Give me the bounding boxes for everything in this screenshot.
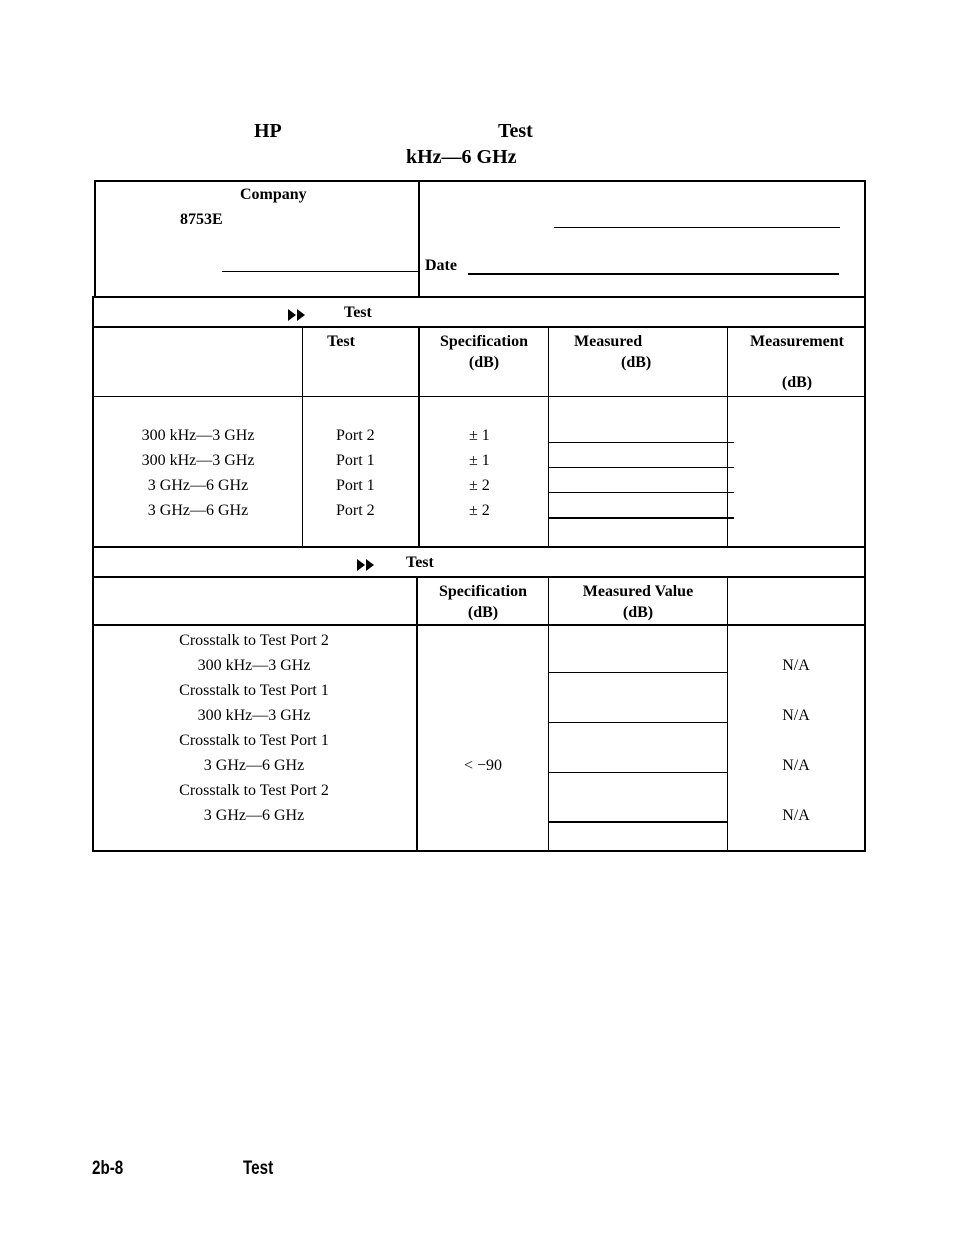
s1-row2-port: Port 1 — [336, 452, 375, 469]
section1-top-border — [94, 296, 866, 298]
serial-field-line[interactable] — [222, 271, 418, 272]
section2-header-border — [92, 576, 866, 578]
title-brand: HP — [254, 120, 282, 142]
s1-col-divider-4 — [727, 326, 728, 547]
s2-row3-na: N/A — [782, 757, 810, 774]
s1-row3-spec: ± 2 — [469, 477, 490, 494]
s2-row2-label: Crosstalk to Test Port 1 — [179, 682, 329, 699]
s2-spec-value: < −90 — [463, 757, 503, 774]
s1-row1-spec: ± 1 — [469, 427, 490, 444]
s1-row1-port: Port 2 — [336, 427, 375, 444]
s1-row4-measured-field[interactable] — [549, 517, 734, 519]
s1-row3-measured-field[interactable] — [549, 492, 734, 493]
s2-col-measured-value: Measured Value — [582, 583, 694, 600]
s1-col-divider-1 — [302, 326, 303, 547]
s1-col-specification: Specification — [440, 333, 528, 350]
section2-top-border — [92, 546, 866, 548]
section1-title: Test — [344, 304, 372, 321]
s2-col-measured-unit: (dB) — [622, 604, 654, 621]
s1-row1-range: 300 kHz—3 GHz — [141, 427, 255, 444]
section2-header-bottom — [92, 624, 866, 626]
s1-col-measured-unit: (dB) — [621, 354, 652, 371]
s2-row4-na: N/A — [782, 807, 810, 824]
s1-col-spec-unit: (dB) — [468, 354, 500, 371]
s2-col-specification: Specification — [439, 583, 527, 600]
s1-row2-range: 300 kHz—3 GHz — [141, 452, 255, 469]
s2-row1-measured-field[interactable] — [549, 672, 727, 673]
box-top-border — [94, 180, 866, 182]
s1-row4-range: 3 GHz—6 GHz — [147, 502, 249, 519]
footer-section-word: Test — [243, 1158, 274, 1179]
section2-arrow-icon — [357, 556, 375, 574]
s2-row1-label: Crosstalk to Test Port 2 — [179, 632, 329, 649]
s2-row2-measured-field[interactable] — [549, 722, 727, 723]
model-number: 8753E — [180, 211, 223, 228]
s2-col-spec-unit: (dB) — [467, 604, 499, 621]
s1-col-measured: Measured — [574, 333, 643, 350]
s2-row4-measured-field[interactable] — [549, 821, 727, 823]
subtitle: kHz—6 GHz — [406, 146, 517, 168]
section1-arrow-icon — [288, 306, 306, 324]
s2-row3-range: 3 GHz—6 GHz — [203, 757, 305, 774]
section1-header-border — [94, 326, 866, 328]
s1-row2-measured-field[interactable] — [549, 467, 734, 468]
title-word: Test — [498, 120, 533, 142]
s2-row3-label: Crosstalk to Test Port 1 — [179, 732, 329, 749]
box-bottom-border — [92, 850, 866, 852]
s1-col-test: Test — [327, 333, 355, 350]
info-divider — [418, 180, 420, 298]
s1-row4-spec: ± 2 — [469, 502, 490, 519]
s1-row4-port: Port 2 — [336, 502, 375, 519]
section2-title: Test — [406, 554, 434, 571]
tested-by-field-line[interactable] — [554, 227, 840, 228]
s1-row1-measured-field[interactable] — [549, 442, 734, 443]
section1-header-bottom — [94, 396, 866, 397]
s1-row3-port: Port 1 — [336, 477, 375, 494]
s1-row3-range: 3 GHz—6 GHz — [147, 477, 249, 494]
footer-page-number: 2b-8 — [92, 1158, 124, 1179]
s2-row1-range: 300 kHz—3 GHz — [197, 657, 311, 674]
s2-row1-na: N/A — [782, 657, 810, 674]
date-label: Date — [425, 257, 457, 274]
box-left-border-top — [94, 180, 96, 298]
s2-row2-na: N/A — [782, 707, 810, 724]
company-label: Company — [240, 186, 307, 203]
s2-row4-range: 3 GHz—6 GHz — [203, 807, 305, 824]
s2-row3-measured-field[interactable] — [549, 772, 727, 773]
s2-row2-range: 300 kHz—3 GHz — [197, 707, 311, 724]
s1-row2-spec: ± 1 — [469, 452, 490, 469]
s1-col-measurement: Measurement — [750, 333, 844, 350]
box-right-border — [864, 180, 866, 852]
s1-col-measurement-unit: (dB) — [781, 374, 813, 391]
date-field-line[interactable] — [468, 273, 839, 275]
s2-row4-label: Crosstalk to Test Port 2 — [179, 782, 329, 799]
